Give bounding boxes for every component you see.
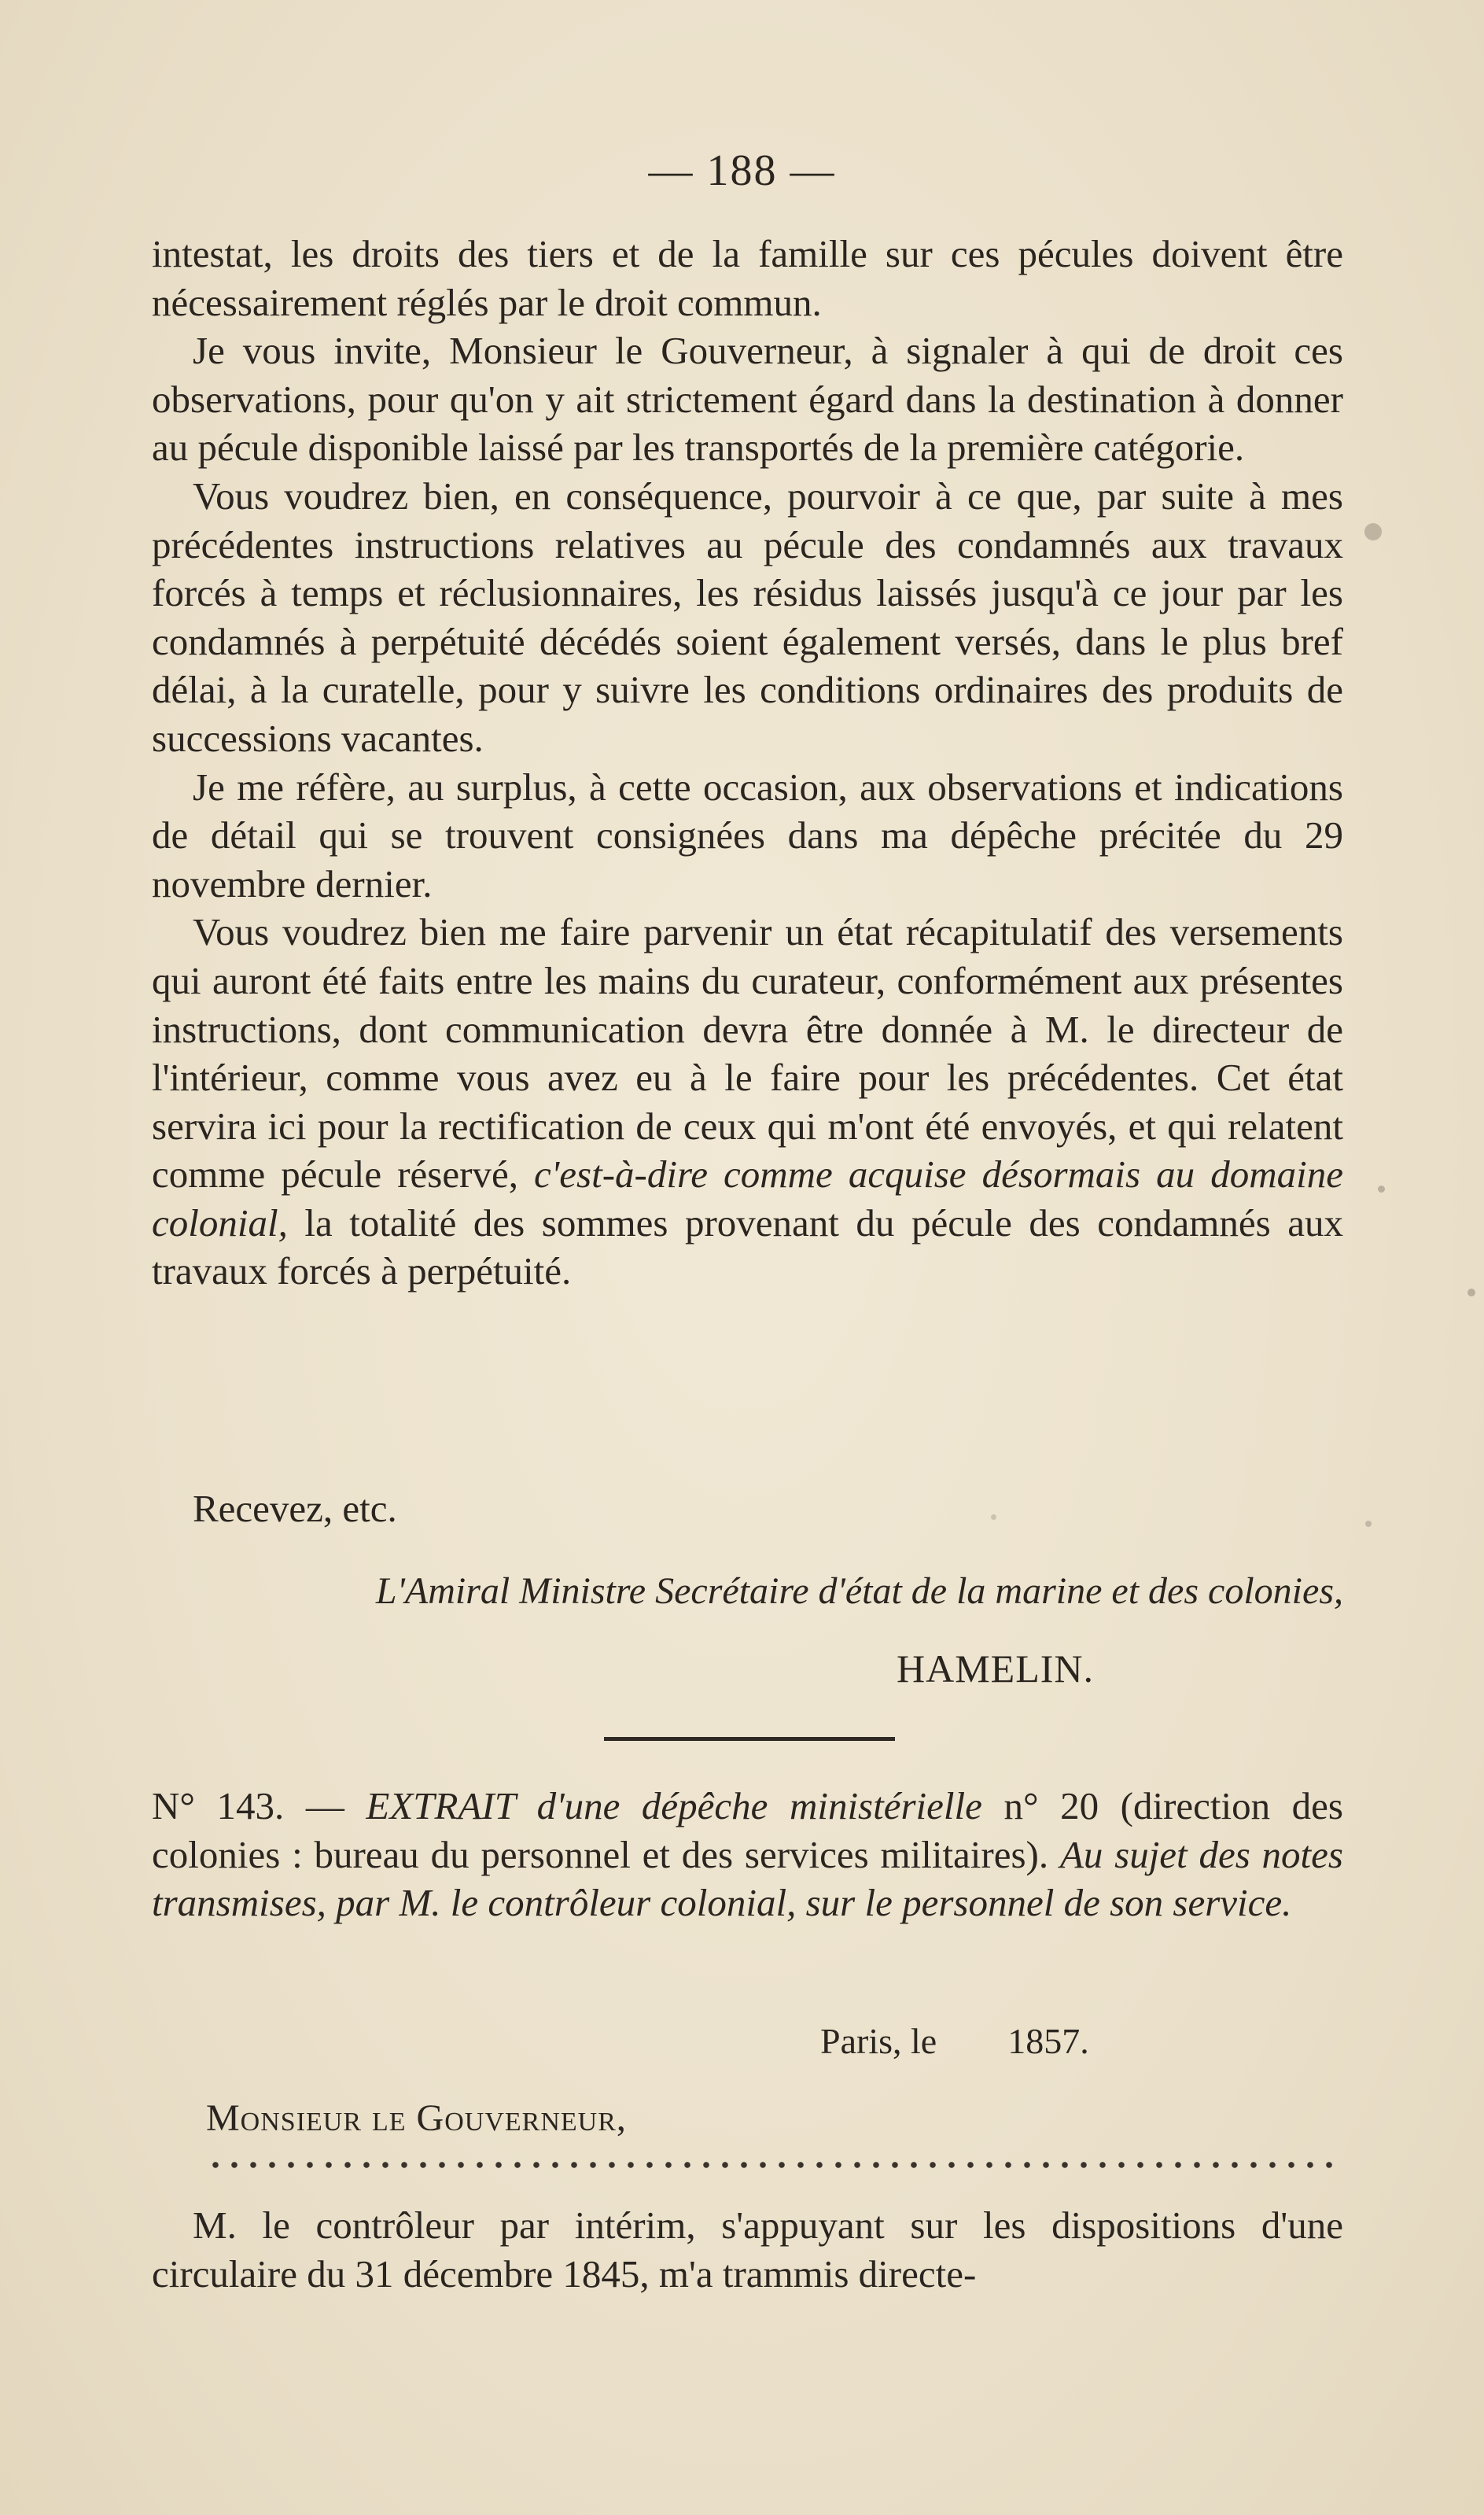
letter-body (152, 230, 1343, 1296)
salutation: Monsieur le Gouverneur, (206, 2097, 627, 2139)
paragraph-3: Vous voudrez bien, en conséquence, pourvoir à ce que, par suite à mes précédentes instructions relatives au pécule des condamnés aux travaux forcés à temps et réclusionnaires, les résidus laissés jusqu'à ce jour par les condamnés à perpétuité décédés soient également versés, dans le plus bref délai, à la curatelle, pour y suivre les conditions ordinaires des produits de successions vacantes. (152, 474, 1343, 760)
paragraph-2: Je vous invite, Monsieur le Gouverneur, à signaler à qui de droit ces observations, pour qu'on y ait strictement égard dans la destination à donner au pécule disponible laissé par les transportés de la première catégorie. (152, 329, 1343, 470)
paragraph-5-tail: la totalité des sommes provenant du pécule des condamnés aux travaux forcés à perpétuité. (152, 1200, 1343, 1293)
paragraph-5-italic: c'est-à-dire comme acquise désormais au domaine colonial, (152, 1152, 1343, 1245)
paragraph-5 (152, 908, 1343, 1296)
signature-title: L'Amiral Ministre Secrétaire d'état de la marine et des colonies, (375, 1570, 1343, 1612)
paper-speck (991, 1514, 996, 1520)
paper-speck (1467, 1289, 1475, 1296)
extract-heading (152, 1782, 1343, 1927)
signature-name: HAMELIN. (897, 1647, 1095, 1691)
dateline (820, 2020, 1089, 2062)
final-paragraph-text: M. le contrôleur par intérim, s'appuyant sur les dispositions d'une circulaire du 31 décembre 1845, m'a trammis directe- (152, 2203, 1343, 2296)
closing-formula: Recevez, etc. (193, 1487, 397, 1530)
paper-speck (1378, 1186, 1385, 1193)
page-number: — 188 — (648, 146, 836, 195)
paper-speck (1365, 1521, 1372, 1527)
closing-block (152, 1484, 1343, 1533)
extract-direction: n° 20 (direction des colonies : bureau du personnel et des services militaires). (152, 1784, 1344, 1876)
paragraph-5-lead: Vous voudrez bien me faire parvenir un état récapitulatif des versements qui auront été faits entre les mains du curateur, conformément aux présentes instructions, dont communication devra être donnée à M. le directeur de l'intérieur, comme vous avez eu à le faire pour les précédentes. Cet état servira ici pour la rectification de ceux qui m'ont été envoyés, et qui relatent comme pécule réservé, (152, 910, 1343, 1197)
section-divider (604, 1737, 895, 1741)
paper-speck (1364, 523, 1382, 540)
paragraph-1: intestat, les droits des tiers et de la famille sur ces pécules doivent être nécessairement réglés par le droit commun. (152, 232, 1343, 324)
paragraph-4: Je me réfère, au surplus, à cette occasion, aux observations et indications de détail qui se trouvent consignées dans ma dépêche précitée du 29 novembre dernier. (152, 765, 1343, 905)
elision-dots (206, 2159, 1343, 2170)
extract-title: EXTRAIT d'une dépêche ministérielle (366, 1784, 982, 1827)
final-paragraph (152, 2201, 1343, 2298)
extract-number: N° 143. — (152, 1784, 366, 1827)
dateline-place: Paris, le (820, 2021, 937, 2061)
dateline-year: 1857. (1007, 2021, 1089, 2061)
extract-subject: Au sujet des notes transmises, par M. le contrôleur colonial, sur le personnel de son service. (152, 1832, 1343, 1925)
